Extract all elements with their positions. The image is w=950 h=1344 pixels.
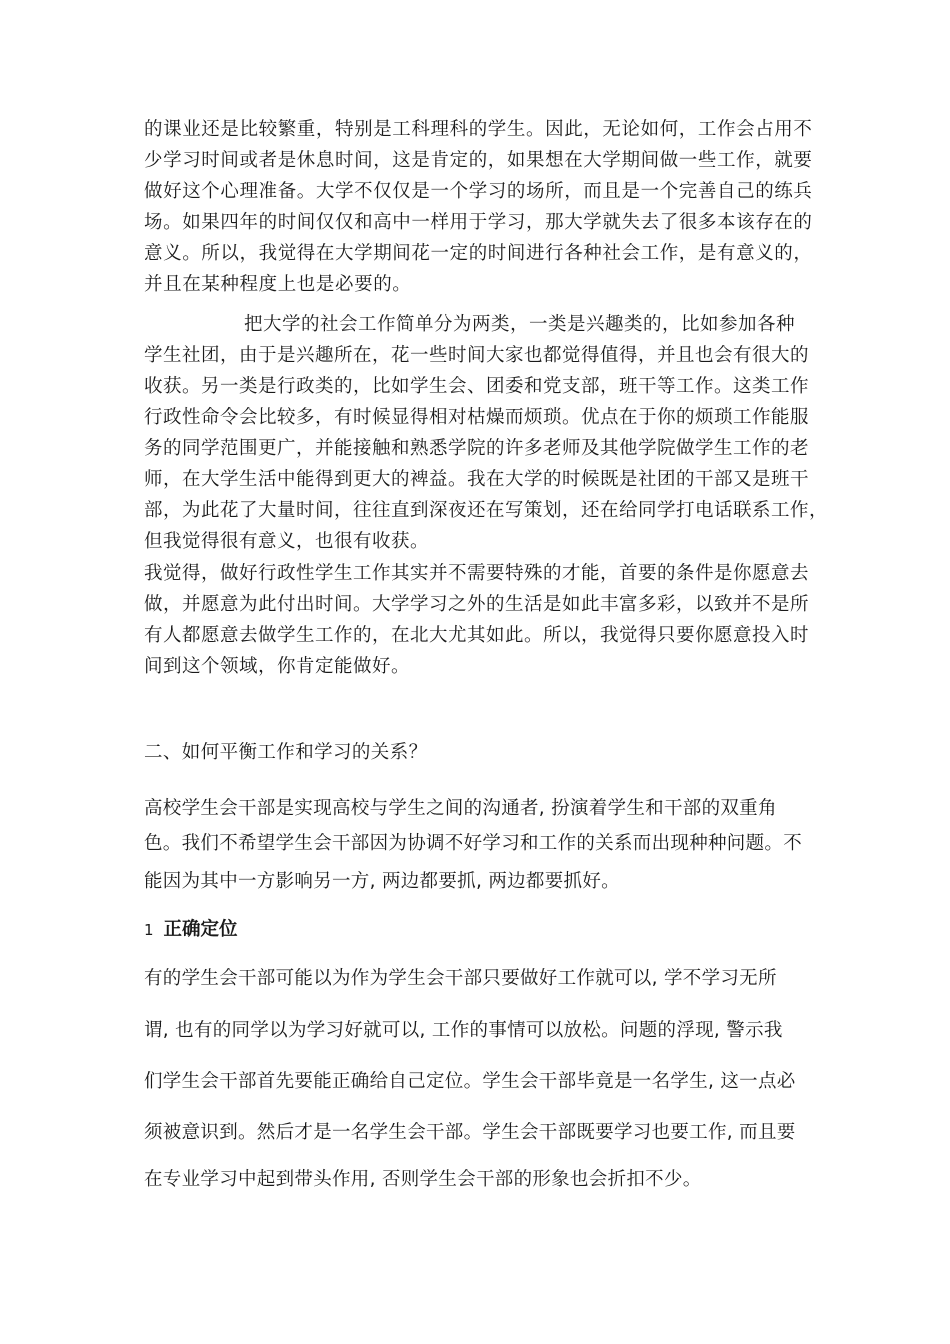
subheading-number: 1 — [144, 921, 154, 939]
paragraph-line: 间到这个领域，你肯定能做好。 — [144, 656, 411, 677]
paragraph-line: 能因为其中一方影响另一方, 两边都要抓, 两边都要抓好。 — [144, 871, 620, 892]
paragraph-line: 做，并愿意为此付出时间。大学学习之外的生活是如此丰富多彩，以致并不是所 — [144, 594, 810, 615]
paragraph-line: 务的同学范围更广，并能接触和熟悉学院的许多老师及其他学院做学生工作的老 — [144, 438, 810, 459]
paragraph-line: 有人都愿意去做学生工作的，在北大尤其如此。所以，我觉得只要你愿意投入时 — [144, 625, 810, 646]
paragraph-line: 有的学生会干部可能以为作为学生会干部只要做好工作就可以, 学不学习无所 — [144, 968, 777, 989]
paragraph-line: 并且在某种程度上也是必要的。 — [144, 274, 412, 295]
paragraph-line: 做好这个心理准备。大学不仅仅是一个学习的场所，而且是一个完善自己的练兵 — [144, 181, 813, 202]
paragraph-line: 高校学生会干部是实现高校与学生之间的沟通者, 扮演着学生和干部的双重角 — [144, 798, 777, 819]
paragraph-line: 的课业还是比较繁重，特别是工科理科的学生。因此，无论如何，工作会占用不 — [144, 119, 813, 140]
paragraph-line: 场。如果四年的时间仅仅和高中一样用于学习，那大学就失去了很多本该存在的 — [144, 212, 813, 233]
paragraph-line: 们学生会干部首先要能正确给自己定位。学生会干部毕竟是一名学生, 这一点必 — [144, 1071, 796, 1092]
paragraph-line: 行政性命令会比较多，有时候显得相对枯燥而烦琐。优点在于你的烦琐工作能服 — [144, 407, 810, 428]
paragraph-line: 师，在大学生活中能得到更大的裨益。我在大学的时候既是社团的干部又是班干 — [144, 469, 810, 490]
paragraph-line: 少学习时间或者是休息时间，这是肯定的，如果想在大学期间做一些工作，就要 — [144, 150, 813, 171]
paragraph-line: 色。我们不希望学生会干部因为协调不好学习和工作的关系而出现种种问题。不 — [144, 833, 803, 854]
paragraph-line: 须被意识到。然后才是一名学生会干部。学生会干部既要学习也要工作, 而且要 — [144, 1122, 796, 1143]
subheading — [144, 918, 238, 942]
subheading-title: 正确定位 — [163, 919, 238, 940]
paragraph-line: 学生社团，由于是兴趣所在，花一些时间大家也都觉得值得，并且也会有很大的 — [144, 345, 810, 366]
paragraph-line: 部，为此花了大量时间，往往直到深夜还在写策划，还在给同学打电话联系工作， — [144, 500, 829, 521]
paragraph-line: 收获。另一类是行政类的，比如学生会、团委和党支部，班干等工作。这类工作 — [144, 376, 810, 397]
paragraph-line: 我觉得，做好行政性学生工作其实并不需要特殊的才能，首要的条件是你愿意去 — [144, 563, 810, 584]
paragraph-line: 但我觉得很有意义，也很有收获。 — [144, 531, 430, 552]
section-heading: 二、如何平衡工作和学习的关系？ — [144, 742, 428, 763]
paragraph-line: 意义。所以，我觉得在大学期间花一定的时间进行各种社会工作，是有意义的， — [144, 243, 813, 264]
paragraph-line: 在专业学习中起到带头作用, 否则学生会干部的形象也会折扣不少。 — [144, 1169, 702, 1190]
paragraph-line: 把大学的社会工作简单分为两类，一类是兴趣类的，比如参加各种 — [244, 314, 796, 335]
paragraph-line: 谓, 也有的同学以为学习好就可以, 工作的事情可以放松。问题的浮现, 警示我 — [144, 1020, 783, 1041]
